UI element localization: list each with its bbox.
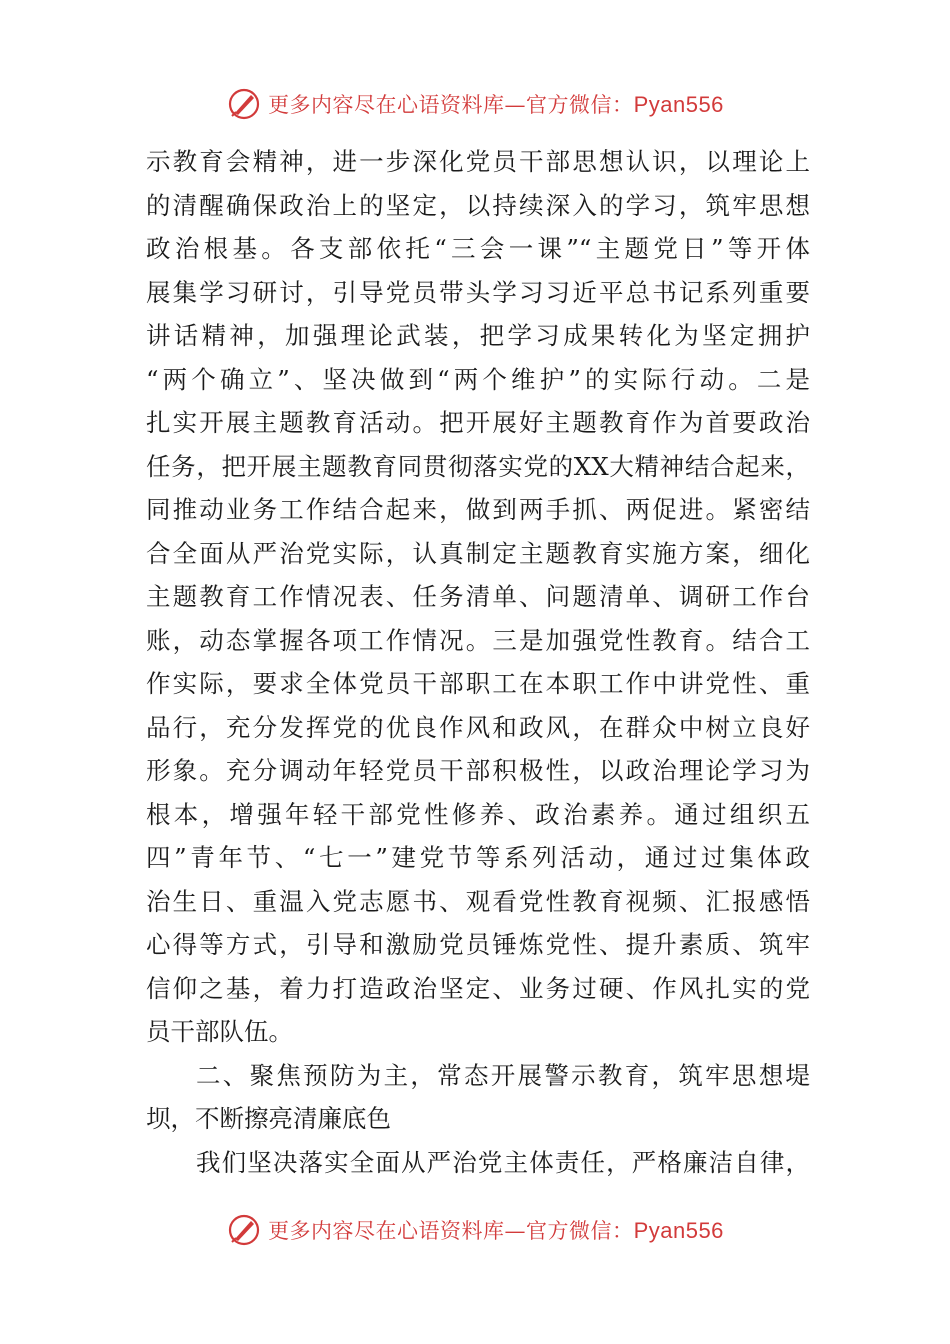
quill-pen-logo-icon <box>226 1212 262 1248</box>
body-line: 心得等方式，引导和激励党员锤炼党性、提升素质、筑牢 <box>146 930 810 959</box>
body-line: 展集学习研讨，引导党员带头学习习近平总书记系列重要 <box>146 277 810 307</box>
body-line: 扎实开展主题教育活动。把开展好主题教育作为首要政治 <box>146 408 810 437</box>
body-line: “两个确立”、坚决做到“两个维护”的实际行动。二是 <box>146 364 810 394</box>
watermark-header <box>0 82 950 126</box>
body-line: 合全面从严治党实际，认真制定主题教育实施方案，细化 <box>146 538 810 568</box>
body-line: 账，动态掌握各项工作情况。三是加强党性教育。结合工 <box>146 625 810 655</box>
body-line: 品行，充分发挥党的优良作风和政风，在群众中树立良好 <box>146 712 810 742</box>
body-line: 治生日、重温入党志愿书、观看党性教育视频、汇报感悟 <box>146 886 810 916</box>
body-line: 示教育会精神，进一步深化党员干部思想认识，以理论上 <box>146 147 810 176</box>
watermark-wechat-id: Pyan556 <box>633 1218 724 1243</box>
quill-pen-logo-icon <box>226 86 262 122</box>
watermark-text <box>268 1215 724 1245</box>
document-body <box>146 140 810 1184</box>
body-line: 形象。充分调动年轻党员干部积极性，以政治理论学习为 <box>146 756 810 785</box>
watermark-footer <box>0 1208 950 1252</box>
watermark-label: 更多内容尽在心语资料库—官方微信： <box>268 1219 634 1243</box>
body-line: 作实际，要求全体党员干部职工在本职工作中讲党性、重 <box>146 669 810 698</box>
section-heading-line-1: 二、聚焦预防为主，常态开展警示教育，筑牢思想堤 <box>196 1060 810 1090</box>
body-line: 政治根基。各支部依托“三会一课”“主题党日”等开体 <box>146 234 810 263</box>
section-heading-line-2: 坝，不断擦亮清廉底色 <box>146 1104 391 1133</box>
body-line: 同推动业务工作结合起来，做到两手抓、两促进。紧密结 <box>146 495 810 524</box>
body-line: 四”青年节、“七一”建党节等系列活动，通过过集体政 <box>146 843 810 872</box>
body-line: 主题教育工作情况表、任务清单、问题清单、调研工作台 <box>146 582 810 611</box>
watermark-text <box>268 89 724 119</box>
watermark-label: 更多内容尽在心语资料库—官方微信： <box>268 93 634 117</box>
paragraph-first-line: 我们坚决落实全面从严治党主体责任，严格廉洁自律， <box>196 1147 810 1177</box>
body-line: 员干部队伍。 <box>146 1017 293 1046</box>
body-line: 讲话精神，加强理论武装，把学习成果转化为坚定拥护 <box>146 321 810 350</box>
body-line: 的清醒确保政治上的坚定，以持续深入的学习，筑牢思想 <box>146 190 810 220</box>
body-line: 根本，增强年轻干部党性修养、政治素养。通过组织五 <box>146 799 810 829</box>
body-line: 任务，把开展主题教育同贯彻落实党的XX大精神结合起来， <box>146 451 810 481</box>
watermark-wechat-id: Pyan556 <box>633 92 724 117</box>
body-line: 信仰之基，着力打造政治坚定、业务过硬、作风扎实的党 <box>146 973 810 1003</box>
